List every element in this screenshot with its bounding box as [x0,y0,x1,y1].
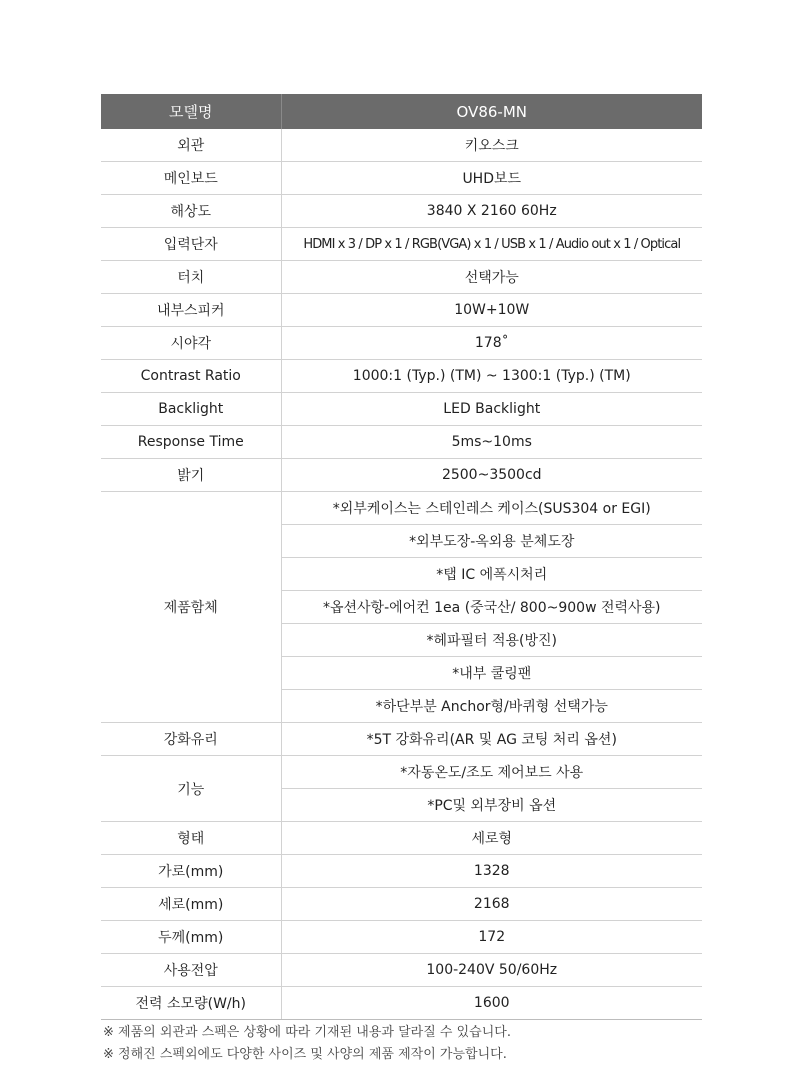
spec-body [101,129,702,1020]
spec-label: 제품함체 [101,492,281,723]
spec-row [101,261,702,294]
spec-header-row [101,94,702,129]
spec-row [101,888,702,921]
spec-row [101,756,702,789]
spec-label: 기능 [101,756,281,822]
notes [103,1022,511,1066]
spec-row [101,855,702,888]
header-label: 모델명 [101,94,281,129]
spec-row [101,723,702,756]
spec-label: 시야각 [101,327,281,360]
spec-row [101,195,702,228]
spec-label: 세로(mm) [101,888,281,921]
spec-value: *하단부분 Anchor형/바퀴형 선택가능 [281,690,702,723]
spec-value: *PC및 외부장비 옵션 [281,789,702,822]
spec-row [101,426,702,459]
spec-row [101,492,702,525]
spec-row [101,294,702,327]
spec-value: 2500~3500cd [281,459,702,492]
spec-row [101,162,702,195]
spec-value: 5ms~10ms [281,426,702,459]
spec-value: 1000:1 (Typ.) (TM) ~ 1300:1 (Typ.) (TM) [281,360,702,393]
spec-value: *자동온도/조도 제어보드 사용 [281,756,702,789]
spec-value: *탭 IC 에폭시처리 [281,558,702,591]
spec-value: 1328 [281,855,702,888]
spec-row [101,987,702,1020]
spec-row [101,228,702,261]
spec-label: Contrast Ratio [101,360,281,393]
spec-row [101,393,702,426]
spec-label: Backlight [101,393,281,426]
spec-label: 사용전압 [101,954,281,987]
spec-row [101,822,702,855]
spec-value: *옵션사항-에어컨 1ea (중국산/ 800~900w 전력사용) [281,591,702,624]
spec-value: *헤파필터 적용(방진) [281,624,702,657]
note-line: ※ 정해진 스펙외에도 다양한 사이즈 및 사양의 제품 제작이 가능합니다. [103,1047,507,1062]
spec-label: 내부스피커 [101,294,281,327]
spec-table [101,94,702,1020]
spec-value: *5T 강화유리(AR 및 AG 코팅 처리 옵션) [281,723,702,756]
spec-value: 100-240V 50/60Hz [281,954,702,987]
spec-label: 메인보드 [101,162,281,195]
spec-value: LED Backlight [281,393,702,426]
note-line: ※ 제품의 외관과 스펙은 상황에 따라 기재된 내용과 달라질 수 있습니다. [103,1025,511,1040]
spec-value: 세로형 [281,822,702,855]
spec-value: 178˚ [281,327,702,360]
spec-value: 3840 X 2160 60Hz [281,195,702,228]
spec-value: *외부케이스는 스테인레스 케이스(SUS304 or EGI) [281,492,702,525]
spec-value: 1600 [281,987,702,1020]
spec-row [101,954,702,987]
spec-value: *외부도장-옥외용 분체도장 [281,525,702,558]
spec-value: 2168 [281,888,702,921]
spec-value: 선택가능 [281,261,702,294]
spec-row [101,327,702,360]
spec-row [101,129,702,162]
spec-row [101,360,702,393]
spec-label: 가로(mm) [101,855,281,888]
spec-value: *내부 쿨링팬 [281,657,702,690]
spec-label: 해상도 [101,195,281,228]
spec-label: 전력 소모량(W/h) [101,987,281,1020]
spec-value: HDMI x 3 / DP x 1 / RGB(VGA) x 1 / USB x 1 / Audio out x 1 / Optical [281,228,702,261]
spec-label: 터치 [101,261,281,294]
spec-label: 입력단자 [101,228,281,261]
spec-label: 외관 [101,129,281,162]
spec-label: 두께(mm) [101,921,281,954]
spec-label: Response Time [101,426,281,459]
spec-value: UHD보드 [281,162,702,195]
spec-label: 밝기 [101,459,281,492]
spec-label: 강화유리 [101,723,281,756]
spec-value: 키오스크 [281,129,702,162]
spec-value: 172 [281,921,702,954]
spec-row [101,921,702,954]
header-model-name: OV86-MN [281,94,702,129]
spec-label: 형태 [101,822,281,855]
spec-value: 10W+10W [281,294,702,327]
spec-row [101,459,702,492]
